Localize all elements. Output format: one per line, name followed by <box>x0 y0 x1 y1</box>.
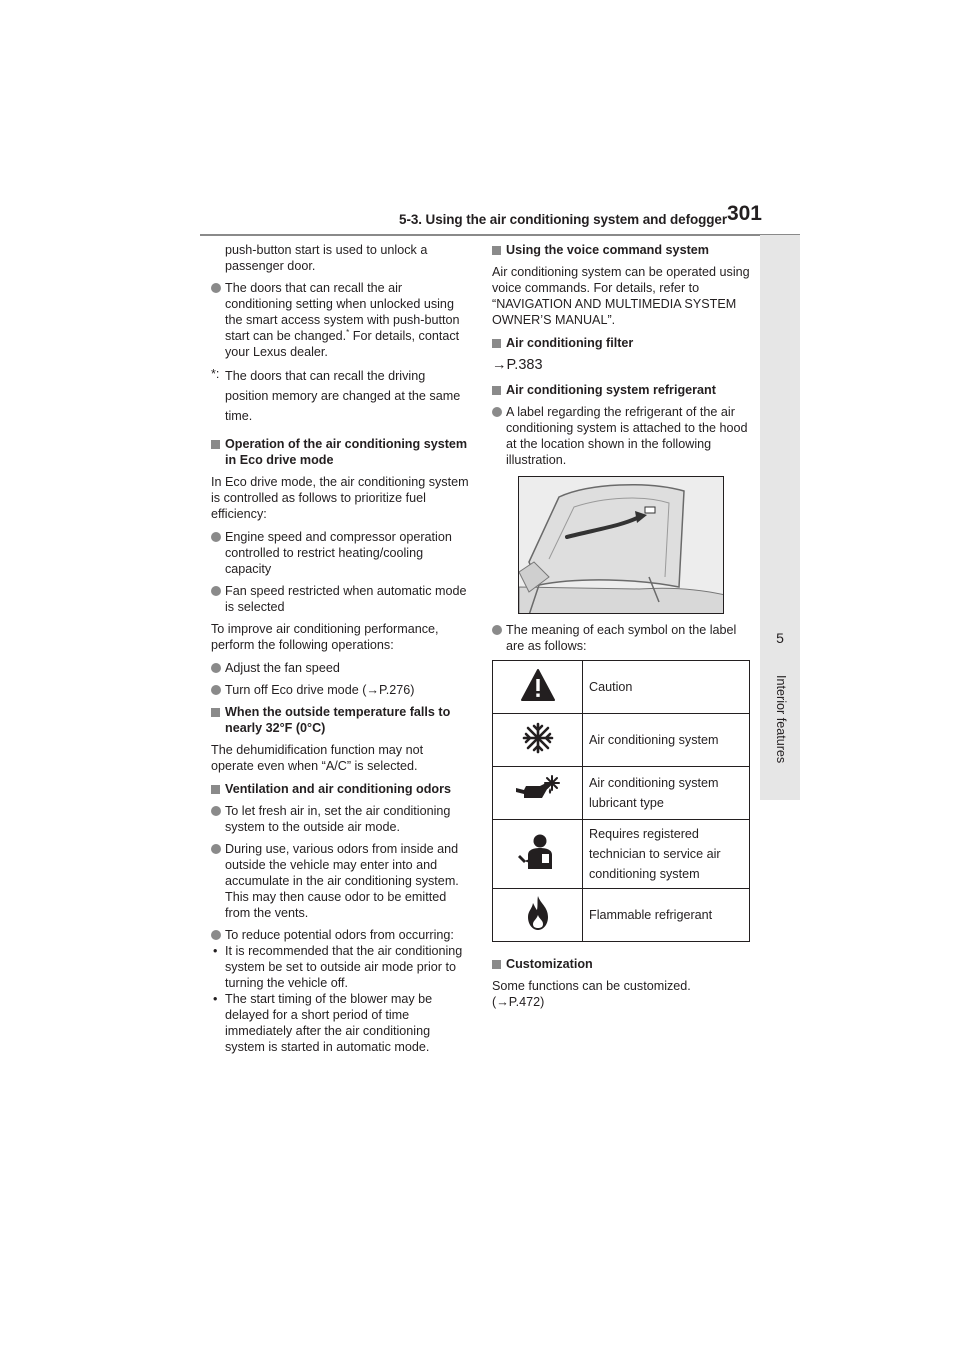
page-ref-276[interactable]: P.276) <box>378 683 415 697</box>
page-ref-383[interactable]: P.383 <box>506 357 543 373</box>
eco-bullet-2: Fan speed restricted when automatic mode is selected <box>211 583 469 615</box>
vent-bullet-2: During use, various odors from inside and outside the vehicle may enter into and accumulate in the air conditioning system. This may then cause odor to be emitted from the vents. <box>211 841 469 921</box>
symbol-table <box>492 660 750 942</box>
heading-refrigerant: Air conditioning system refrigerant <box>492 382 752 398</box>
header-divider <box>200 234 800 236</box>
arrow-icon: → <box>366 683 379 697</box>
footnote-text: The doors that can recall the driving position memory are changed at the same time. <box>225 369 461 423</box>
page-number: 301 <box>726 202 762 225</box>
bullet-recall-text: The doors that can recall the air conditioning setting when unlocked using the smart access system with push-button start can be changed. <box>225 281 460 343</box>
right-column <box>492 242 752 1017</box>
oil-can-icon <box>514 774 562 808</box>
symbol-icon-cell <box>493 889 583 942</box>
hood-label-illustration <box>518 476 724 614</box>
improve-text: To improve air conditioning performance, perform the following operations: <box>211 622 439 652</box>
vent-bullet-3: To reduce potential odors from occurring: <box>211 927 469 943</box>
custom-text <box>492 978 752 1010</box>
improve-bullet-1: Adjust the fan speed <box>211 660 469 676</box>
caution-triangle-icon <box>521 669 555 701</box>
arrow-icon: → <box>492 357 507 373</box>
footnote-marker: *: <box>211 367 220 381</box>
vent-bullet-1: To let fresh air in, set the air conditioning system to the outside air mode. <box>211 803 469 835</box>
symbol-label: Air conditioning system lubricant type <box>583 767 750 820</box>
footnote <box>211 366 469 426</box>
heading-customization: Customization <box>492 956 752 972</box>
table-row <box>493 767 750 820</box>
refrigerant-bullet: A label regarding the refrigerant of the air conditioning system is attached to the hood at the location shown in the following illustration. <box>492 404 752 468</box>
symbol-icon-cell <box>493 661 583 714</box>
section-title: 5-3. Using the air conditioning system and defogger <box>399 212 727 227</box>
eco-text: In Eco drive mode, the air conditioning system is controlled as follows to prioritize fuel efficiency: <box>211 475 469 521</box>
heading-eco-drive: Operation of the air conditioning system in Eco drive mode <box>211 436 469 468</box>
eco-bullet-1: Engine speed and compressor operation controlled to restrict heating/cooling capacity <box>211 529 469 577</box>
symbol-icon-cell <box>493 714 583 767</box>
heading-ac-filter: Air conditioning filter <box>492 335 752 351</box>
table-row <box>493 714 750 767</box>
symbol-label: Caution <box>583 661 750 714</box>
custom-text-body: Some functions can be customized. <box>492 979 691 993</box>
heading-ventilation-odors: Ventilation and air conditioning odors <box>211 781 469 797</box>
symbol-label: Air conditioning system <box>583 714 750 767</box>
snowflake-icon <box>522 722 554 754</box>
left-column <box>211 242 469 1055</box>
footnote-ref: * <box>346 327 350 337</box>
hood-illustration-svg <box>519 477 724 614</box>
arrow-icon: → <box>496 995 509 1009</box>
bullet-recall-tail: For details, contact your Lexus dealer. <box>225 329 460 359</box>
vent-sub-item-1: • It is recommended that the air conditioning system be set to outside air mode prior to turning the vehicle off. <box>211 943 469 991</box>
bullet-recall <box>211 280 469 360</box>
improve-bullet-2 <box>211 682 469 698</box>
page-ref-472[interactable]: P.472) <box>508 995 545 1009</box>
vent-sub-item-2: • The start timing of the blower may be delayed for a short period of time immediately after the air conditioning system is started in automatic mode. <box>211 991 469 1055</box>
symbol-icon-cell <box>493 767 583 820</box>
symbol-label: Requires registered technician to service air conditioning system <box>583 820 750 889</box>
table-row <box>493 820 750 889</box>
custom-ref-open: ( <box>492 995 497 1009</box>
chapter-label: Interior features <box>774 675 788 764</box>
symbol-label: Flammable refrigerant <box>583 889 750 942</box>
intro-continuation: push-button start is used to unlock a passenger door. <box>225 243 428 273</box>
technician-icon <box>518 833 558 871</box>
flame-icon <box>524 895 552 931</box>
symbol-icon-cell <box>493 820 583 889</box>
heading-voice-command: Using the voice command system <box>492 242 752 258</box>
filter-ref <box>492 357 752 373</box>
table-row <box>493 661 750 714</box>
meaning-bullet: The meaning of each symbol on the label are as follows: <box>492 622 752 654</box>
page-header <box>200 204 800 234</box>
heading-outside-temp: When the outside temperature falls to nearly 32°F (0°C) <box>211 704 469 736</box>
chapter-tab <box>760 235 800 800</box>
table-row <box>493 889 750 942</box>
improve-bullet-2-text: Turn off Eco drive mode ( <box>225 683 367 697</box>
chapter-number: 5 <box>776 630 784 646</box>
voice-text: Air conditioning system can be operated using voice commands. For details, refer to “NAVIGATION AND MULTIMEDIA SYSTEM OWNER’S MANUAL”. <box>492 265 750 327</box>
temp-text: The dehumidification function may not operate even when “A/C” is selected. <box>211 743 424 773</box>
